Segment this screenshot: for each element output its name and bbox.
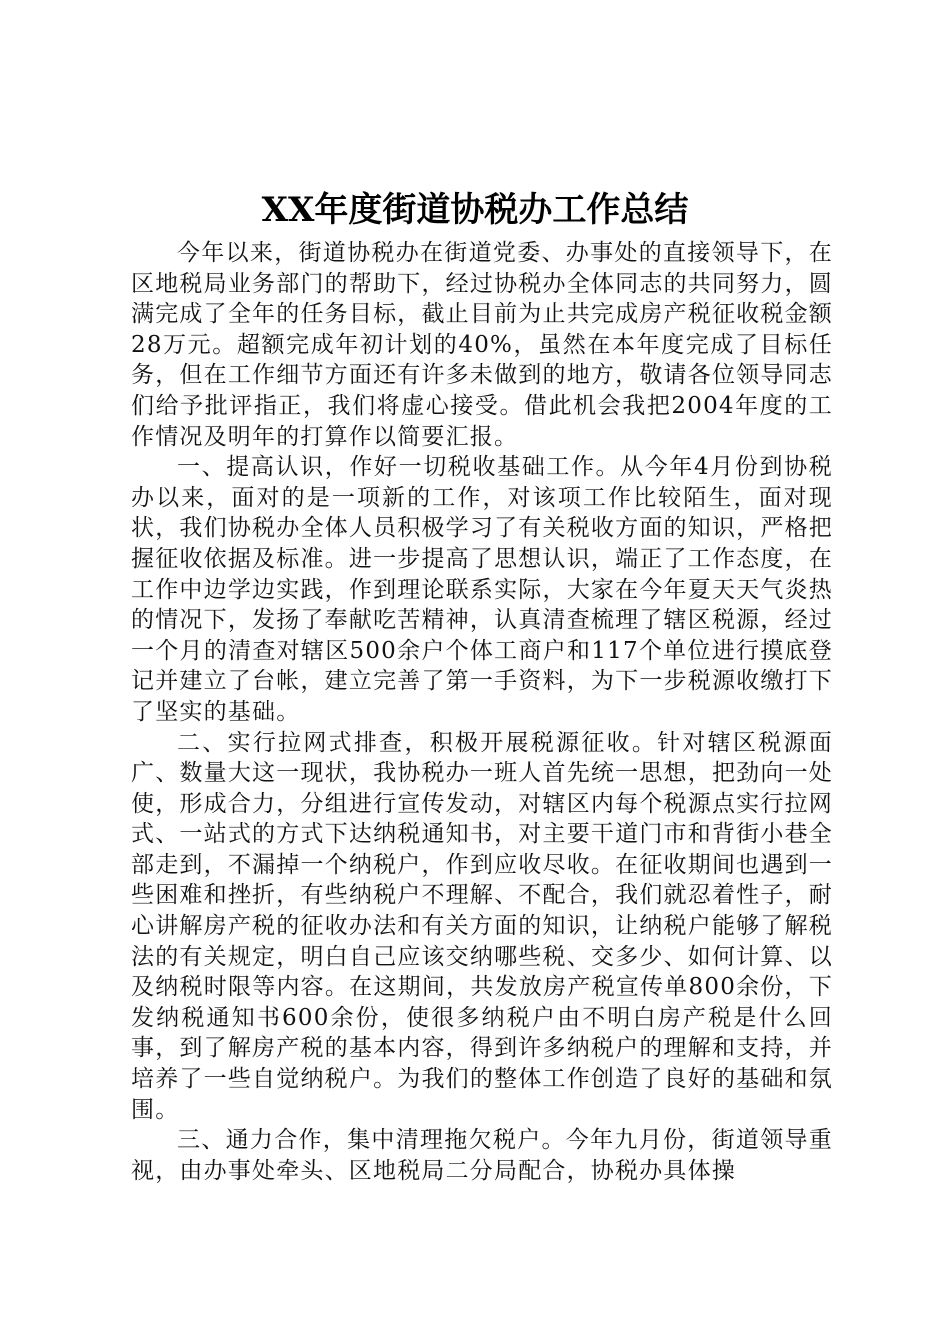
paragraph-intro: 今年以来，街道协税办在街道党委、办事处的直接领导下，在区地税局业务部门的帮助下，经过协税办全体同志的共同努力，圆满完成了全年的任务目标，截止目前为止共完成房产税征收税金额28万元。超额完成年初计划的40%，虽然在本年度完成了目标任务，但在工作细节方面还有许多未做到的地方，敬请各位领导同志们给予批评指正，我们将虚心接受。借此机会我把2004年度的工作情况及明年的打算作以简要汇报。 (131, 240, 833, 450)
document-title: XX年度街道协税办工作总结 (261, 190, 689, 230)
document-body (131, 238, 833, 1186)
paragraph-section-3: 三、通力合作，集中清理拖欠税户。今年九月份，街道领导重视，由办事处牵头、区地税局二分局配合，协税办具体操 (131, 1127, 833, 1184)
paragraph-section-1: 一、提高认识，作好一切税收基础工作。从今年4月份到协税办以来，面对的是一项新的工作，对该项工作比较陌生，面对现状，我们协税办全体人员积极学习了有关税收方面的知识，严格把握征收依据及标准。进一步提高了思想认识，端正了工作态度，在工作中边学边实践，作到理论联系实际，大家在今年夏天天气炎热的情况下，发扬了奉献吃苦精神，认真清查梳理了辖区税源，经过一个月的清查对辖区500余户个体工商户和117个单位进行摸底登记并建立了台帐，建立完善了第一手资料，为下一步税源收缴打下了坚实的基础。 (131, 454, 833, 725)
paragraph-section-2: 二、实行拉网式排查，积极开展税源征收。针对辖区税源面广、数量大这一现状，我协税办一班人首先统一思想，把劲向一处使，形成合力，分组进行宣传发动，对辖区内每个税源点实行拉网式、一站式的方式下达纳税通知书，对主要干道门市和背街小巷全部走到，不漏掉一个纳税户，作到应收尽收。在征收期间也遇到一些困难和挫折，有些纳税户不理解、不配合，我们就忍着性子，耐心讲解房产税的征收办法和有关方面的知识，让纳税户能够了解税法的有关规定，明白自己应该交纳哪些税、交多少、如何计算、以及纳税时限等内容。在这期间，共发放房产税宣传单800余份，下发纳税通知书600余份，使很多纳税户由不明白房产税是什么回事，到了解房产税的基本内容，得到许多纳税户的理解和支持，并培养了一些自觉纳税户。为我们的整体工作创造了良好的基础和氛围。 (131, 729, 833, 1123)
